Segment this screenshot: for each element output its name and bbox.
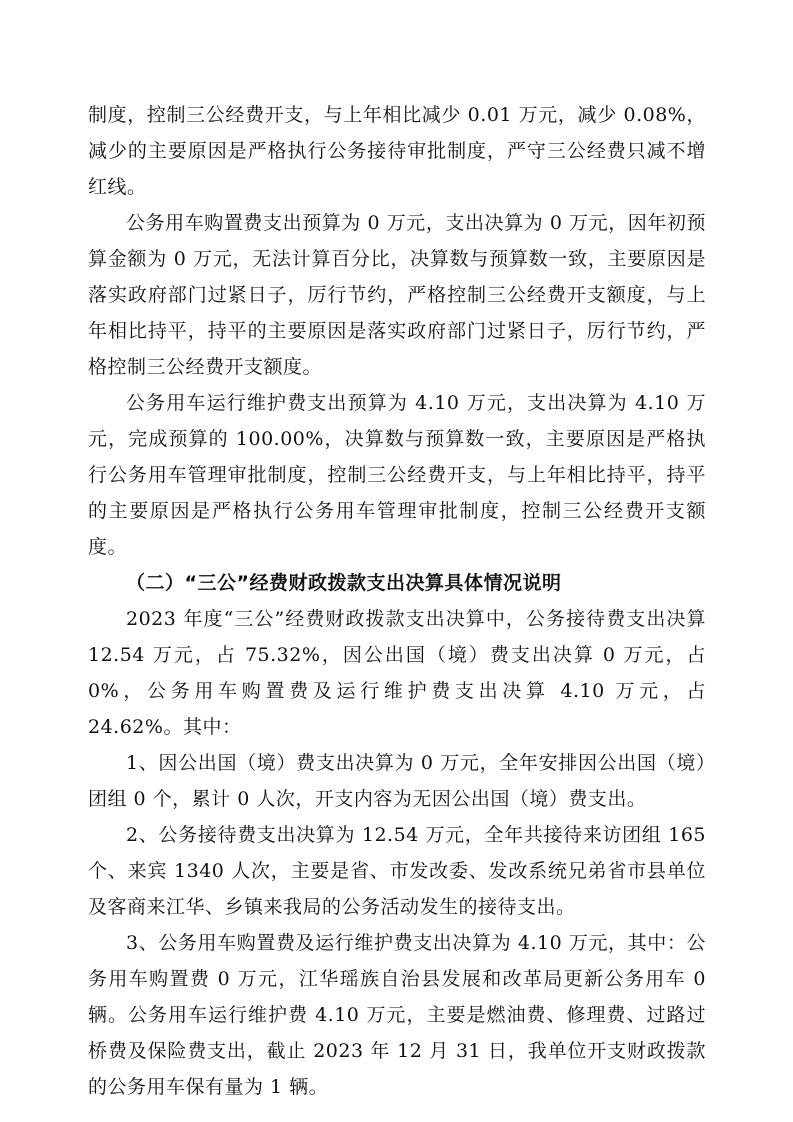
paragraph-item-3: 3、公务用车购置费及运行维护费支出决算为 4.10 万元，其中：公务用车购置费 0 万元，江华瑶族自治县发展和改革局更新公务用车 0 辆。公务用车运行维护费 4.10 万元，主要是燃油费、修理费、过路过桥费及保险费支出，截止 2023 年 12 月 31 日，我单位开支财政拨款的公务用车保有量为 1 辆。 [88,932,706,1098]
section-heading: （二）“三公”经费财政拨款支出决算具体情况说明 [126,572,562,594]
paragraph-vehicle-maintenance: 公务用车运行维护费支出预算为 4.10 万元，支出决算为 4.10 万元，完成预算的 100.00%，决算数与预算数一致，主要原因是严格执行公务用车管理审批制度，控制三公经费开支，与上年相比持平，持平的主要原因是严格执行公务用车管理审批制度，控制三公经费开支额度。 [88,392,706,558]
paragraph-item-1: 1、因公出国（境）费支出决算为 0 万元，全年安排因公出国（境）团组 0 个，累计 0 人次，开支内容为无因公出国（境）费支出。 [88,752,706,810]
paragraph-summary: 2023 年度“三公”经费财政拨款支出决算中，公务接待费支出决算 12.54 万元，占 75.32%，因公出国（境）费支出决算 0 万元，占 0%，公务用车购置费及运行维护费支出决算 4.10 万元，占 24.62%。其中： [88,608,706,738]
document-body [88,97,706,1105]
paragraph-vehicle-purchase: 公务用车购置费支出预算为 0 万元，支出决算为 0 万元，因年初预算金额为 0 万元，无法计算百分比，决算数与预算数一致，主要原因是落实政府部门过紧日子，厉行节约，严格控制三公经费开支额度，与上年相比持平，持平的主要原因是落实政府部门过紧日子，厉行节约，严格控制三公经费开支额度。 [88,212,706,378]
paragraph-continuation: 制度，控制三公经费开支，与上年相比减少 0.01 万元，减少 0.08%，减少的主要原因是严格执行公务接待审批制度，严守三公经费只减不增红线。 [88,104,706,198]
paragraph-item-2: 2、公务接待费支出决算为 12.54 万元，全年共接待来访团组 165 个、来宾 1340 人次，主要是省、市发改委、发改系统兄弟省市县单位及客商来江华、乡镇来我局的公务活动发生的接待支出。 [88,824,706,918]
